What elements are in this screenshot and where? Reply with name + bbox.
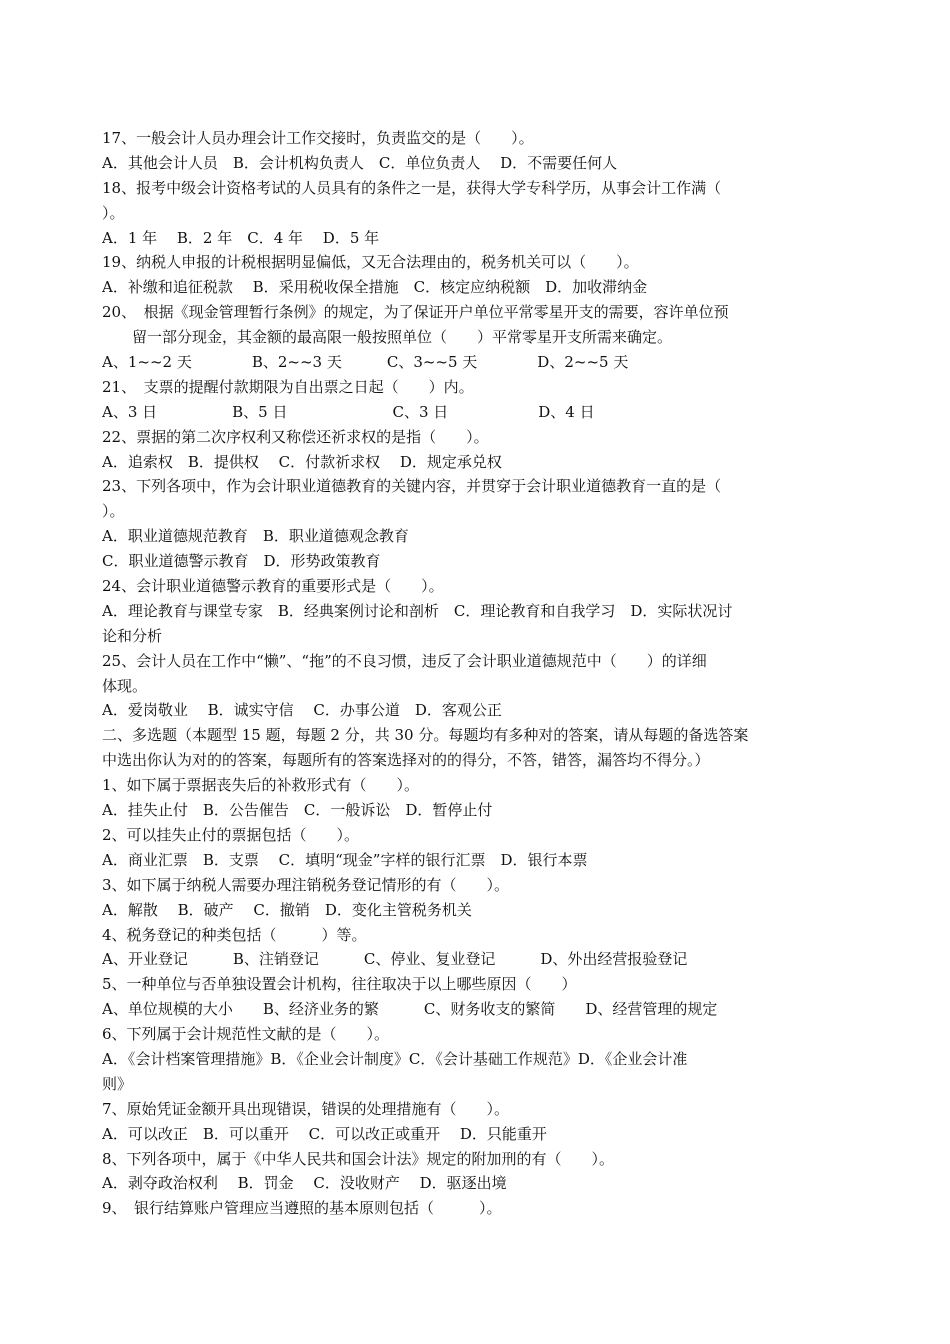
question-17-stem: 17、一般会计人员办理会计工作交接时，负责监交的是（ ）。	[102, 129, 534, 147]
question-25-stem: 25、会计人员在工作中“懒”、“拖”的不良习惯，违反了会计职业道德规范中（ ）的详细	[102, 651, 707, 670]
question-19-stem: 19、纳税人申报的计税根据明显偏低，又无合法理由的，税务机关可以（ ）。	[102, 253, 639, 272]
question-20-stem-cont: 留一部分现金，其金额的最高限一般按照单位（ ）平常零星开支所需来确定。	[102, 328, 673, 347]
mc-question-7-stem: 7、原始凭证金额开具出现错误，错误的处理措施有（ ）。	[102, 1099, 510, 1118]
mc-question-4-options: A、开业登记 B、注销登记 C、停业、复业登记 D、外出经营报验登记	[102, 950, 688, 969]
question-18-stem-cont: ）。	[102, 203, 125, 222]
question-18-options: A．1 年 B．2 年 C．4 年 D．5 年	[102, 228, 380, 247]
question-25-stem-cont: 体现。	[102, 676, 148, 695]
question-25-options: A．爱岗敬业 B．诚实守信 C．办事公道 D．客观公正	[102, 701, 502, 720]
question-18-stem: 18、报考中级会计资格考试的人员具有的条件之一是，获得大学专科学历，从事会计工作满（	[102, 178, 722, 197]
question-22-stem: 22、票据的第二次序权利又称偿还祈求权的是指（ ）。	[102, 427, 489, 446]
mc-question-6-options: A．《会计档案管理措施》B．《企业会计制度》C．《会计基础工作规范》D．《企业会计准	[102, 1049, 688, 1068]
mc-question-8-stem: 8、下列各项中，属于《中华人民共和国会计法》规定的附加刑的有（ ）。	[102, 1149, 615, 1168]
mc-question-3-options: A．解散 B．破产 C．撤销 D．变化主管税务机关	[102, 900, 472, 919]
question-22-options: A．追索权 B．提供权 C．付款祈求权 D．规定承兑权	[102, 452, 502, 471]
section-2-heading: 二、多选题（本题型 15 题，每题 2 分，共 30 分。每题均有多种对的答案，请从每题的备选答案	[102, 726, 749, 745]
mc-question-3-stem: 3、如下属于纳税人需要办理注销税务登记情形的有（ ）。	[102, 875, 510, 894]
mc-question-6-stem: 6、下列属于会计规范性文献的是（ ）。	[102, 1025, 390, 1044]
mc-question-7-options: A．可以改正 B．可以重开 C．可以改正或重开 D．只能重开	[102, 1124, 547, 1143]
mc-question-2-stem: 2、可以挂失止付的票据包括（ ）。	[102, 825, 360, 844]
question-20-options: A、1~~2 天 B、2~~3 天 C、3~~5 天 D、2~~5 天	[102, 353, 629, 372]
question-24-options-cont: 论和分析	[102, 626, 163, 645]
question-17-options: A．其他会计人员 B．会计机构负责人 C．单位负责人 D．不需要任何人	[102, 153, 618, 172]
mc-question-4-stem: 4、税务登记的种类包括（ ）等。	[102, 925, 367, 944]
question-23-options-ab: A．职业道德规范教育 B．职业道德观念教育	[102, 527, 409, 546]
question-21-options: A、3 日 B、5 日 C、3 日 D、4 日	[102, 402, 595, 421]
mc-question-9-stem: 9、 银行结算账户管理应当遵照的基本原则包括（ ）。	[102, 1199, 502, 1218]
question-23-options-cd: C．职业道德警示教育 D．形势政策教育	[102, 552, 381, 571]
mc-question-5-stem: 5、一种单位与否单独设置会计机构，往往取决于以上哪些原因（ ）	[102, 975, 577, 994]
document-body	[102, 126, 812, 1221]
question-23-stem-cont: ）。	[102, 502, 125, 521]
question-24-stem: 24、会计职业道德警示教育的重要形式是（ ）。	[102, 577, 444, 596]
question-20-stem: 20、 根据《现金管理暂行条例》的规定，为了保证开户单位平常零星开支的需要，容许单位预	[102, 303, 729, 322]
question-21-stem: 21、 支票的提醒付款期限为自出票之日起（ ）内。	[102, 377, 474, 396]
mc-question-8-options: A．剥夺政治权利 B．罚金 C．没收财产 D．驱逐出境	[102, 1174, 507, 1193]
mc-question-6-options-cont: 则》	[102, 1074, 133, 1093]
question-23-stem: 23、下列各项中，作为会计职业道德教育的关键内容，并贯穿于会计职业道德教育一直的是（	[102, 477, 722, 496]
mc-question-5-options: A、单位规模的大小 B、经济业务的繁 C、财务收支的繁简 D、经营管理的规定	[102, 1000, 718, 1019]
mc-question-1-options: A．挂失止付 B．公告催告 C．一般诉讼 D．暂停止付	[102, 801, 493, 820]
section-2-heading-cont: 中选出你认为对的的答案，每题所有的答案选择对的的得分，不答，错答，漏答均不得分。）	[102, 751, 710, 770]
mc-question-1-stem: 1、如下属于票据丧失后的补救形式有（ ）。	[102, 776, 420, 795]
question-24-options: A．理论教育与课堂专家 B．经典案例讨论和剖析 C．理论教育和自我学习 D．实际状况讨	[102, 601, 733, 620]
question-19-options: A．补缴和追征税款 B．采用税收保全措施 C．核定应纳税额 D．加收滞纳金	[102, 278, 648, 297]
mc-question-2-options: A．商业汇票 B．支票 C．填明“现金”字样的银行汇票 D．银行本票	[102, 850, 588, 869]
